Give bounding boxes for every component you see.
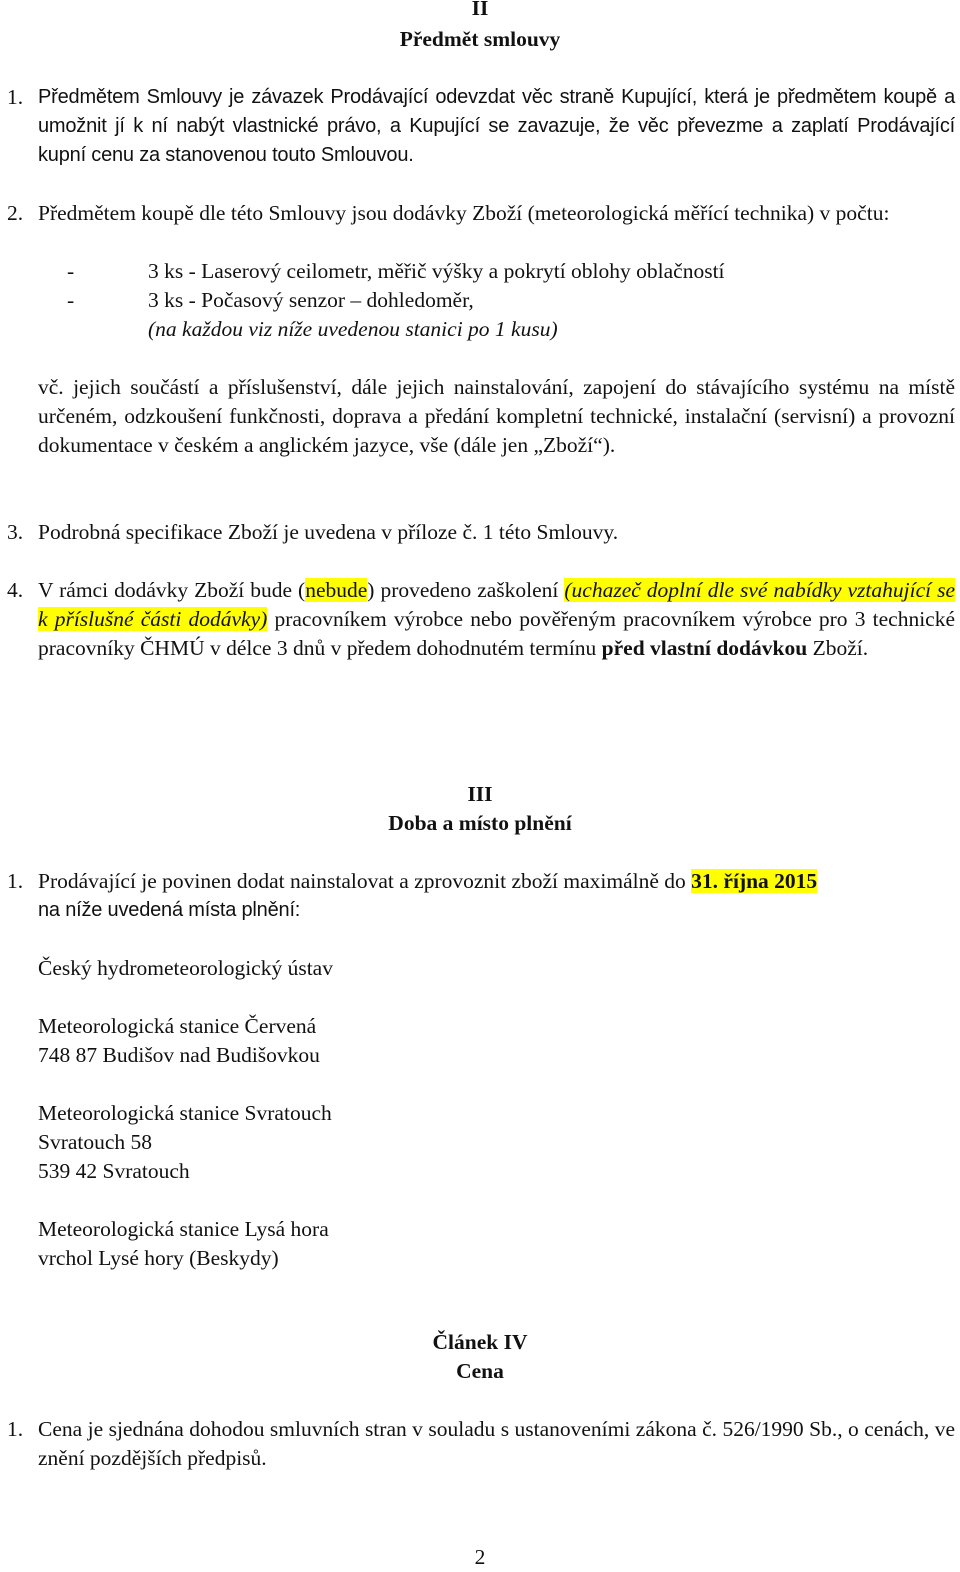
list-item-text: 3 ks - Počasový senzor – dohledoměr, (148, 288, 474, 312)
p4-part-d: Zboží. (807, 636, 869, 660)
p4-part-b: ) provedeno zaškolení (367, 578, 565, 602)
s3-p1-part-a: Prodávající je povinen dodat nainstalovat a zprovoznit zboží maximálně do (38, 869, 692, 893)
section-2-p4-number: 4. (7, 578, 24, 602)
list-item (0, 257, 960, 286)
list-dash: - (67, 259, 75, 283)
highlight-date: 31. října 2015 (691, 869, 818, 893)
section-2-title: Předmět smlouvy (399, 27, 561, 51)
section-2-p3-number: 3. (7, 520, 24, 544)
section-3-roman: III (467, 782, 493, 806)
station-2-street: Svratouch 58 (38, 1130, 153, 1154)
section-3-p1-number: 1. (7, 869, 24, 893)
section-4-title: Cena (456, 1359, 504, 1383)
page-number: 2 (474, 1545, 486, 1569)
highlight-note: (uchazeč doplní dle své nabídky vztahující se k příslušné části dodávky) (38, 578, 955, 631)
list-item (0, 286, 960, 315)
section-2-p4-text (38, 576, 955, 663)
p4-bold: před vlastní dodávkou (601, 636, 808, 660)
list-note-row (0, 315, 960, 344)
organization-name: Český hydrometeorologický ústav (38, 956, 333, 980)
station-3-address: vrchol Lysé hory (Beskydy) (38, 1246, 279, 1270)
section-3-title: Doba a místo plnění (388, 811, 572, 835)
p4-part-a: V rámci dodávky Zboží bude ( (38, 578, 306, 602)
section-4-p1-text: Cena je sjednána dohodou smluvních stran v souladu s ustanoveními zákona č. 526/1990 Sb., o cenách, ve znění pozdějších předpisů. (38, 1417, 955, 1470)
section-2-p1-text: Předmětem Smlouvy je závazek Prodávající odevzdat věc straně Kupující, která je předmětem koupě a umožnit jí k ní nabýt vlastnické právo, a Kupující se zavazuje, že věc převezme a zaplatí Prodávající kupní cenu za stanovenou touto Smlouvou. (38, 86, 955, 166)
highlight-nebude: nebude (305, 578, 368, 602)
section-2-p2-continuation: vč. jejich součástí a příslušenství, dále jejich nainstalování, zapojení do stávajícího systému na místě určeném, odzkoušení funkčnosti, doprava a předání kompletní technické, instalační (servisní) a provozní dokumentace v českém a anglickém jazyce, vše (dále jen „Zboží“). (38, 375, 955, 457)
list-note: (na každou viz níže uvedenou stanici po 1 kusu) (148, 317, 558, 341)
section-2-p1-number: 1. (7, 85, 24, 109)
section-2-p2-number: 2. (7, 201, 24, 225)
station-3-name: Meteorologická stanice Lysá hora (38, 1217, 329, 1241)
p4-part-c: pracovníkem výrobce nebo pověřeným pracovníkem výrobce pro 3 technické pracovníky ČHMÚ v délce 3 dnů v předem dohodnutém termínu (38, 607, 956, 660)
section-2-p3-text: Podrobná specifikace Zboží je uvedena v příloze č. 1 této Smlouvy. (38, 520, 619, 544)
list-item-text: 3 ks - Laserový ceilometr, měřič výšky a pokrytí oblohy oblačností (148, 259, 725, 283)
list-dash: - (67, 288, 75, 312)
section-3-p1-text (38, 867, 955, 896)
station-1-address: 748 87 Budišov nad Budišovkou (38, 1043, 320, 1067)
section-4-heading: Článek IV (432, 1330, 528, 1354)
station-2-name: Meteorologická stanice Svratouch (38, 1101, 332, 1125)
section-3-p1-text-2: na níže uvedená místa plnění: (38, 899, 301, 921)
section-2-p2-text: Předmětem koupě dle této Smlouvy jsou dodávky Zboží (meteorologická měřící technika) v počtu: (38, 201, 890, 225)
section-4-p1-number: 1. (7, 1417, 24, 1441)
station-2-city: 539 42 Svratouch (38, 1159, 190, 1183)
station-1-name: Meteorologická stanice Červená (38, 1014, 317, 1038)
section-2-roman: II (471, 0, 489, 20)
